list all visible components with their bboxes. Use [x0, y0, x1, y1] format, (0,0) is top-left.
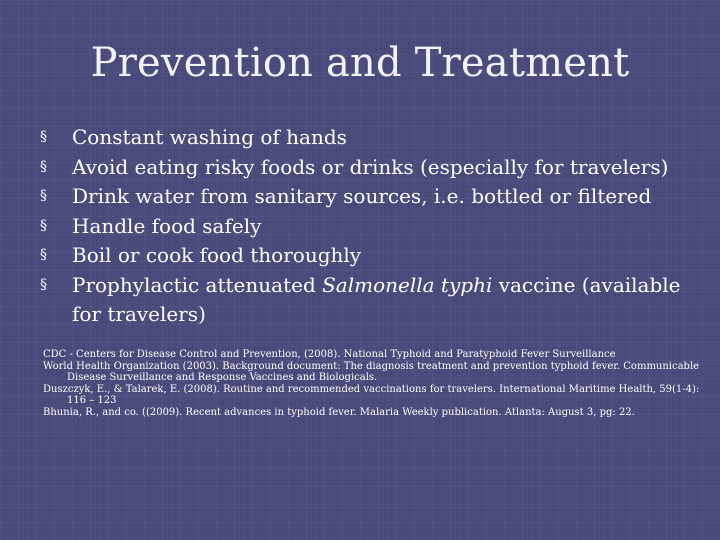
- reference-item: CDC - Centers for Disease Control and Prevention, (2008). National Typhoid and Paratyphoid Fever Surveillance: [43, 349, 616, 360]
- organism-name: Salmonella typhi: [322, 272, 493, 297]
- bullet-text: Handle food safely: [72, 213, 262, 238]
- references: [43, 349, 703, 418]
- bullet-text: Constant washing of hands: [72, 125, 347, 149]
- bullet-item: [40, 153, 710, 183]
- bullet-marker-icon: §: [40, 129, 47, 145]
- bullet-item: [40, 241, 710, 271]
- bullet-marker-icon: §: [40, 158, 47, 175]
- bullet-text: Avoid eating risky foods or drinks (especially for travelers): [72, 154, 669, 179]
- bullet-text: [72, 271, 710, 330]
- bullet-text: Boil or cook food thoroughly: [72, 243, 362, 267]
- reference-item: World Health Organization (2003). Background document: The diagnosis treatment and prevention typhoid fever. Communicable Disease Surveillance and Response Vaccines and Biologicals.: [43, 360, 700, 383]
- bullet-marker-icon: §: [40, 217, 47, 234]
- bullet-item: [40, 271, 710, 330]
- bullet-text: Drink water from sanitary sources, i.e. bottled or filtered: [72, 184, 652, 208]
- slide-title: Prevention and Treatment: [90, 40, 630, 86]
- bullet-marker-icon: §: [40, 247, 47, 263]
- bullet-item: [40, 123, 710, 153]
- bullet-item: [40, 212, 710, 242]
- bullet-marker-icon: §: [40, 276, 47, 293]
- bullet-text-post: vaccine (available for travelers): [72, 272, 681, 326]
- reference-item: Duszczyk, E., & Talarek, E. (2008). Routine and recommended vaccinations for travelers. International Maritime Health, 59(1-4): 116 – 123: [43, 383, 700, 406]
- bullet-text-pre: Prophylactic attenuated: [72, 272, 323, 297]
- bullet-marker-icon: §: [40, 188, 47, 204]
- reference-item: Bhunia, R., and co. ((2009). Recent advances in typhoid fever. Malaria Weekly publication. Atlanta: August 3, pg: 22.: [43, 406, 635, 418]
- bullet-item: [40, 182, 710, 212]
- bullet-list: [40, 123, 710, 330]
